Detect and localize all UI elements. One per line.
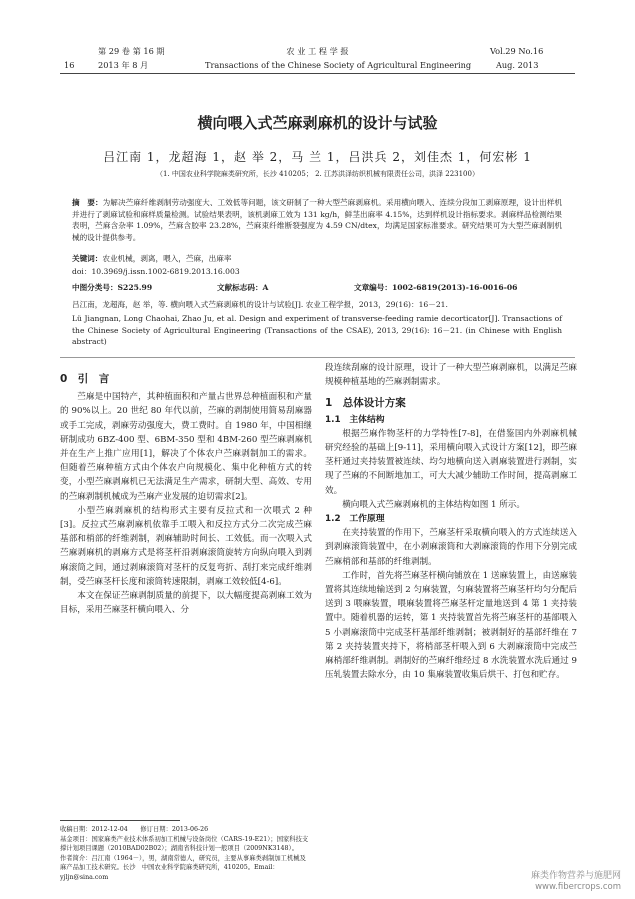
subsection-heading-1-2: 1.2 工作原理 (325, 514, 385, 525)
page-number: 16 (64, 60, 75, 70)
author-list: 吕江南 1，龙超海 1，赵 举 2，马 兰 1，吕洪兵 2，刘佳杰 1，何宏彬 1 (103, 150, 532, 164)
keywords (72, 253, 562, 265)
paragraph: 本文在保证苎麻剥制质量的前提下，以大幅度提高剥麻工效为目标，采用苎麻茎杆横向喂入、分 (60, 591, 312, 616)
keywords-label: 关键词： (72, 254, 103, 263)
header-journal-en: Transactions of the Chinese Society of Agricultural Engineering (205, 60, 472, 70)
paragraph: 段连续刮麻的设计原理，设计了一种大型苎麻剥麻机，以满足苎麻规模种植基地的苎麻剥制需求。 (325, 363, 577, 388)
paragraph: 根据苎麻作物茎杆的力学特性[7-8]，在借鉴国内外剥麻机械研究经验的基础上[9-11]，采用横向喂入式设计方案[12]，即苎麻茎杆通过夹持装置被连续、均匀地横向送入剥麻装置进行剥制，实现了苎麻的不间断地加工，可大大减少辅助工作时间，提高剥麻工效。 (325, 428, 577, 496)
section-heading-1: 1 总体设计方案 (325, 397, 406, 410)
author-bio: 作者简介：吕江南（1964－），男，湖南常德人，研究员，主要从事麻类剥制加工机械及麻产品加工技术研究。长沙 中国农业科学院麻类研究所，410205。Email：yjljn@sina.com (60, 854, 306, 881)
watermark-url: www.fibercrops.com (535, 882, 621, 892)
article-number: 文章编号：1002-6819(2013)-16-0016-06 (354, 283, 518, 292)
header-date-en: Aug. 2013 (496, 60, 539, 70)
header-date-cn: 2013 年 8 月 (98, 60, 149, 70)
paragraph: 工作时，首先将苎麻茎杆横向铺放在 1 送麻装置上，由送麻装置将其连续地输送到 2 匀麻装置，匀麻装置将苎麻茎杆均匀分配后送到 3 喂麻装置，喂麻装置将苎麻茎杆定量地送到 4 第 1 夹持装置中。随着机器的运转，第 1 夹持装置首先将苎麻茎杆的基部喂入 5 小剥麻滚筒中完成茎杆基部纤维剥制；被剥制好的基部纤维在 7 第 2 夹持装置夹持下，将梢部茎杆喂入到 6 大剥麻滚筒中完成苎麻梢部纤维剥制。剥制好的苎麻纤维经过 8 水洗装置水洗后通过 9 压轧装置去除水分，由 10 集麻装置收集后烘干、打包和贮存。 (325, 570, 577, 681)
paragraph: 在夹持装置的作用下，苎麻茎杆采取横向喂入的方式连续送入到剥麻滚筒装置中，在小剥麻滚筒和大剥麻滚筒的作用下分别完成苎麻梢部和基部的纤维剥制。 (325, 528, 577, 567)
abstract (72, 197, 562, 243)
received-date: 收稿日期：2012-12-04 修订日期：2013-06-26 (60, 826, 209, 833)
header-rule (60, 73, 575, 74)
citation-en: Lü Jiangnan, Long Chaohai, Zhao Ju, et al. Design and experiment of transverse-feeding ramie decorticator[J]. Transactions of the Chinese Society of Agricultural Engineering (Transactions of the CSAE), 2013, 29(16): 16－21. (in Chinese with English abstract) (72, 314, 562, 346)
paragraph: 苎麻是中国特产，其种植面积和产量占世界总种植面积和产量的 90%以上。20 世纪 80 年代以前，苎麻的剥制使用简易刮麻器或手工完成，剥麻劳动强度大，费工费时。自 1980 年，中国相继研制成功 6BZ-400 型、6BM-350 型和 4BM-260 型苎麻剥麻机并在生产上推广应用[1]，解决了个体农户苎麻剥制加工的需求。但随着苎麻种植方式由个体农户向规模化、集中化种植方式的转变，小型苎麻剥麻机已无法满足生产需求，研制大型、高效、专用的苎麻剥制机械成为苎麻产业发展的迫切需求[2]。 (60, 392, 312, 502)
classification-line (72, 282, 562, 294)
header-journal-cn: 农 业 工 程 学 报 (286, 46, 349, 56)
paragraph: 小型苎麻剥麻机的结构形式主要有反拉式和一次喂式 2 种[3]。反拉式苎麻剥麻机依靠手工喂入和反拉方式分二次完成苎麻基部和梢部的纤维剥制，剥麻辅助时间长、工效低。而一次喂入式苎麻剥麻机的剥麻方式是将茎杆沿剥麻滚筒旋转方向纵向喂入到剥麻滚筒之间，通过剥麻滚筒对茎杆的反复弯折、刮打来完成纤维剥制，受苎麻茎杆长度和滚筒转速限制，剥麻工效较低[4-6]。 (60, 505, 312, 587)
subsection-heading-1-1: 1.1 主体结构 (325, 414, 385, 425)
fund-info: 基金项目：国家麻类产业技术体系初加工机械与设备岗位（CARS-19-E21）；国家科技支撑计划项目课题（2010BAD02B02）；湖南省科技计划一般项目（2009NK3148）。 (60, 835, 309, 853)
header-volume: 第 29 卷 第 16 期 (98, 46, 165, 56)
citation-cn: 吕江南，龙超海，赵 举，等. 横向喂入式苎麻剥麻机的设计与试验[J]. 农业工程学报，2013，29(16)：16－21. (72, 300, 448, 309)
keywords-text: 农业机械，剥离，喂入，苎麻，出麻率 (102, 254, 232, 263)
abstract-label: 摘 要： (72, 198, 103, 207)
document-code: 文献标志码：A (217, 283, 269, 292)
affiliations: （1. 中国农业科学院麻类研究所，长沙 410205； 2. 江苏洪泽纺织机械有限责任公司，洪泽 223100） (156, 170, 479, 178)
abstract-text: 为解决苎麻纤维剥制劳动强度大、工效低等问题，该文研制了一种大型苎麻剥麻机。采用横向喂入、连续分段加工剥麻原理，设计出样机并进行了剥麻试验和麻样质量检测。试验结果表明，该机剥麻工效为 131 kg/h，鲜茎出麻率 4.15%，达到样机设计指标要求。剥麻样品检测结果表明，苎麻含杂率 1.09%，苎麻含胶率 23.28%，苎麻束纤维断裂强度为 4.59 CN/dtex，均满足国家标准要求。研究结果可为大型苎麻剥制机械的设计提供参考。 (72, 198, 563, 242)
clc-number: 中图分类号：S225.99 (72, 283, 153, 292)
right-column (325, 361, 577, 682)
footnote-rule (60, 820, 180, 821)
footnote (60, 825, 310, 883)
section-heading-0: 0 引 言 (60, 373, 110, 385)
article-title: 横向喂入式苎麻剥麻机的设计与试验 (197, 114, 438, 132)
paragraph: 横向喂入式苎麻剥麻机的主体结构如图 1 所示。 (342, 499, 525, 510)
abstract-rule (60, 357, 575, 358)
header-vol-en: Vol.29 No.16 (490, 46, 544, 56)
doi: doi：10.3969/j.issn.1002-6819.2013.16.003 (72, 267, 240, 276)
left-column (60, 372, 312, 617)
watermark-site-name: 麻类作物营养与施肥网 (530, 871, 621, 881)
